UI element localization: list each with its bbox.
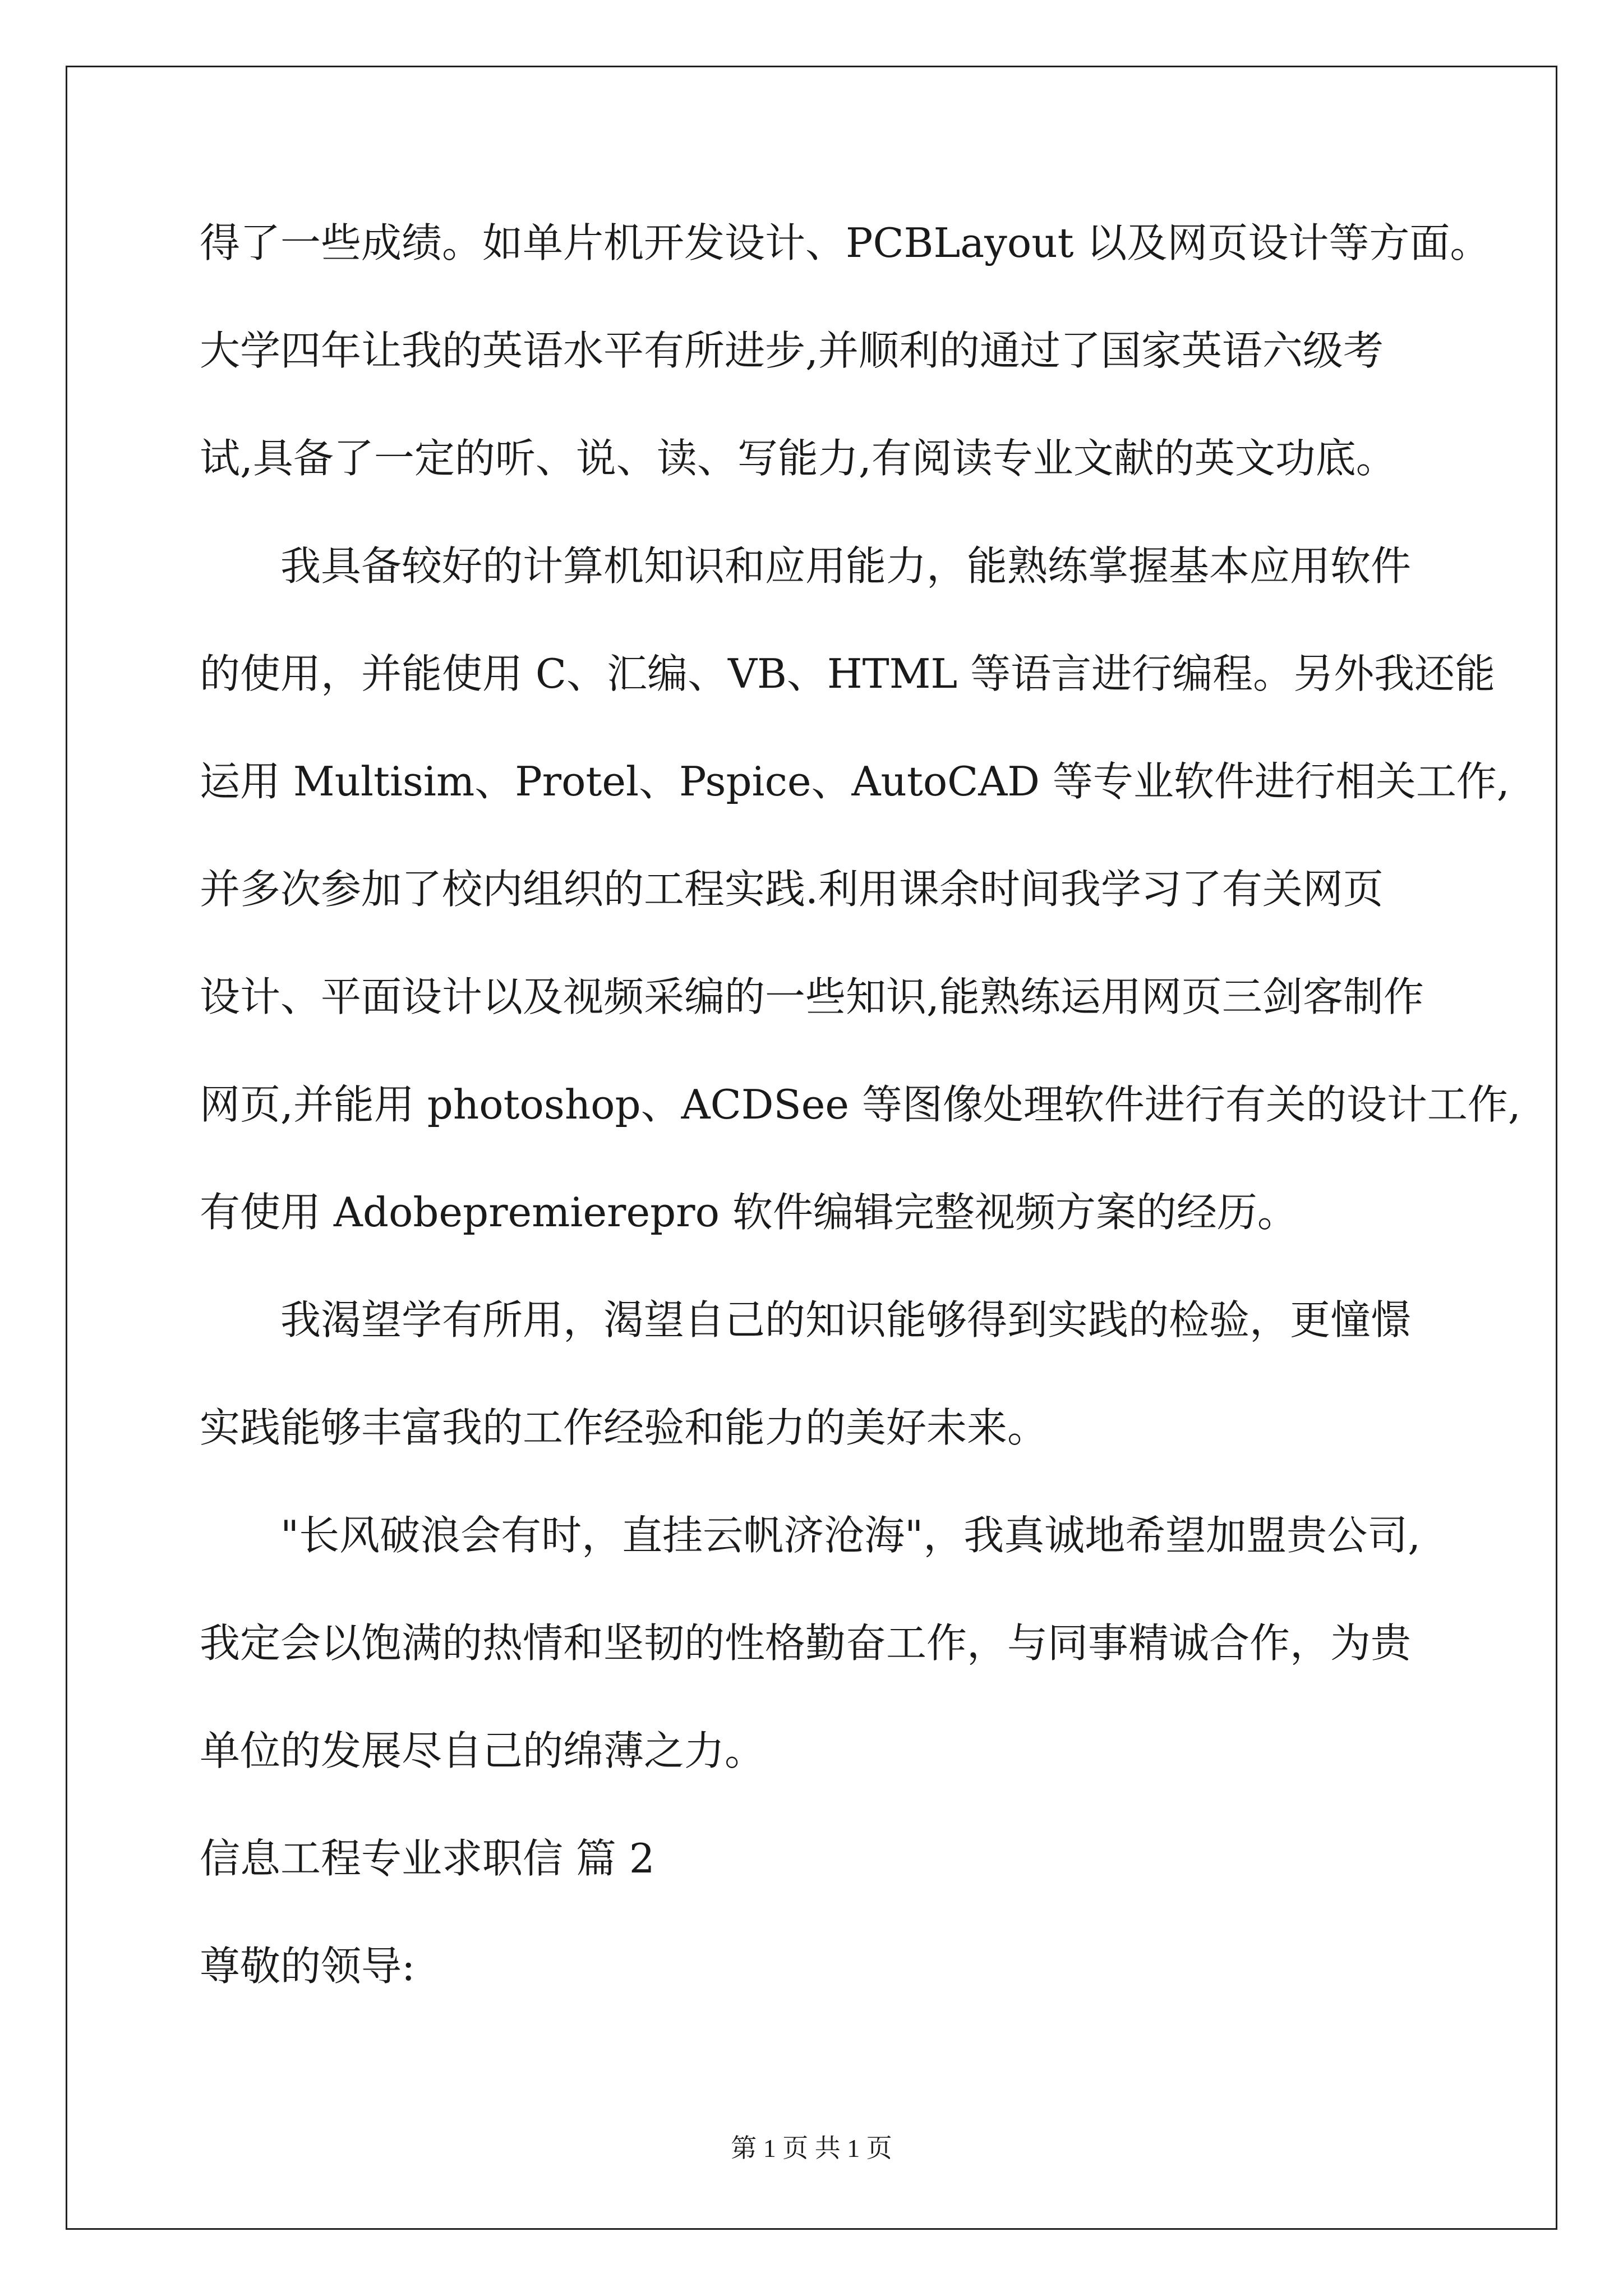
text-line: 单位的发展尽自己的绵薄之力。 <box>200 1727 766 1774</box>
text-line: 试,具备了一定的听、说、读、写能力,有阅读专业文献的英文功底。 <box>200 435 1396 482</box>
text-line: 设计、平面设计以及视频采编的一些知识,能熟练运用网页三剑客制作 <box>200 973 1424 1020</box>
text-line: 有使用 Adobepremierepro 软件编辑完整视频方案的经历。 <box>200 1189 1298 1236</box>
paragraph-start-line: 我具备较好的计算机知识和应用能力，能熟练掌握基本应用软件 <box>280 542 1412 590</box>
text-line: 的使用，并能使用 C、汇编、VB、HTML 等语言进行编程。另外我还能 <box>200 650 1496 697</box>
paragraph-start-line: "长风破浪会有时，直挂云帆济沧海"，我真诚地希望加盟贵公司, <box>280 1512 1421 1559</box>
page-footer: 第 1 页 共 1 页 <box>731 2134 892 2162</box>
salutation: 尊敬的领导: <box>200 1943 416 1990</box>
text-line: 大学四年让我的英语水平有所进步,并顺利的通过了国家英语六级考 <box>200 327 1384 374</box>
text-line: 网页,并能用 photoshop、ACDSee 等图像处理软件进行有关的设计工作, <box>200 1081 1521 1128</box>
text-line: 并多次参加了校内组织的工程实践.利用课余时间我学习了有关网页 <box>200 866 1384 913</box>
text-line: 运用 Multisim、Protel、Pspice、AutoCAD 等专业软件进行相关工作, <box>200 758 1510 805</box>
section-heading: 信息工程专业求职信 篇 2 <box>200 1835 655 1882</box>
text-line: 得了一些成绩。如单片机开发设计、PCBLayout 以及网页设计等方面。 <box>200 219 1491 266</box>
page-border <box>66 66 1557 2230</box>
paragraph-start-line: 我渴望学有所用，渴望自己的知识能够得到实践的检验，更憧憬 <box>280 1296 1412 1343</box>
text-line: 我定会以饱满的热情和坚韧的性格勤奋工作，与同事精诚合作，为贵 <box>200 1619 1412 1667</box>
text-line: 实践能够丰富我的工作经验和能力的美好未来。 <box>200 1404 1048 1451</box>
